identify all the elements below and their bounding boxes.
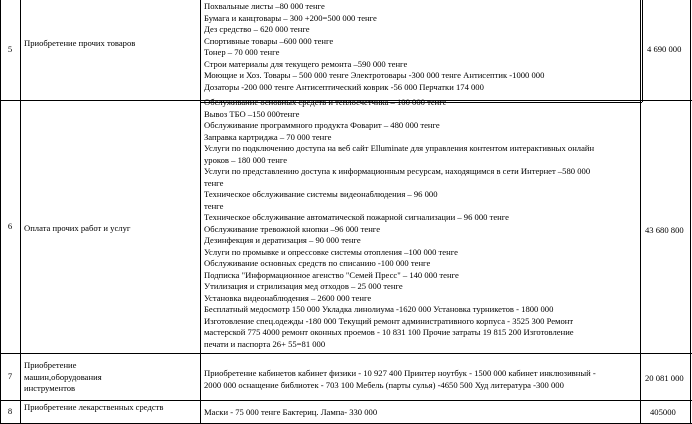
row-index: 8 (7, 405, 13, 416)
row-5-amount: 4 690 000 (647, 44, 682, 54)
detail-line: тенге (204, 200, 224, 211)
row-6-amount: 43 680 800 (645, 225, 684, 235)
detail-line: Заправка картриджа – 70 000 тенге (204, 131, 332, 142)
detail-line: Утилизация и стрилизация мед отходов – 25 000 тенге (204, 281, 403, 291)
row-7-index (0, 353, 20, 400)
detail-line: Обслуживание программного продукта Фоварит – 480 000 тенге (204, 120, 440, 130)
row-index: 5 (7, 44, 13, 55)
row-name: Оплата прочих работ и услуг (24, 223, 131, 233)
row-index: 7 (7, 370, 13, 381)
row-index: 6 (7, 220, 13, 231)
row-5-name (24, 38, 154, 50)
detail-line: уроков – 180 000 тенге (204, 154, 288, 165)
detail-line: Дез средство – 620 000 тенге (204, 24, 310, 34)
row-6-details (204, 97, 594, 350)
row-8-index (0, 400, 20, 423)
detail-line: Услуги по подключению доступа на веб сайт Elluminate для управления контентом интерактивных онлайн (204, 143, 595, 153)
row-name: Приобретение лекарственных средств (24, 402, 164, 412)
detail-line: Тонер – 70 000 тенге (204, 47, 280, 57)
detail-line: Бесплатный медосмотр 150 000 Укладка линолиума -1620 000 Установка турникетов - 1800 000 (204, 304, 554, 314)
col-border-4 (690, 0, 691, 424)
row-name: Приобретение машин,оборудования инструментов (24, 360, 102, 393)
col-border-3b (642, 0, 643, 102)
col-border-1 (20, 0, 21, 424)
row-border-b (0, 353, 692, 354)
col-border-3 (640, 0, 641, 424)
detail-line: Техническое обслуживание системы видеонаблюдения – 96 000 (204, 189, 438, 199)
row-5-details (204, 1, 544, 93)
detail-line: Изготовление спец.одежды -180 000 Текущий ремонт административного корпуса - 3525 300 Ремонт (204, 315, 574, 326)
detail-line: Дезинфекция и дератизация – 90 000 тенге (204, 235, 361, 245)
detail-line: Маски - 75 000 тенге Бактериц. Лампа- 330 000 (204, 407, 378, 417)
row-7-amount: 20 081 000 (645, 373, 684, 383)
detail-line: Спортивные товары –600 000 тенге (204, 35, 334, 46)
detail-line: Подписка "Информационное агенство "Семей Пресс" – 140 000 тенге (204, 269, 459, 280)
detail-line: Обслуживание тревожной кнопки –96 000 тенге (204, 223, 381, 234)
row-name: Приобретение прочих товаров (24, 38, 136, 48)
row-7-details (204, 368, 596, 391)
detail-line: Приобретение кабинетов кабинет физики - 10 927 400 Принтер ноутбук - 1500 000 кабинет инклюзивный - (204, 368, 596, 378)
detail-line: Строи материалы для текущего ремонта –590 000 тенге (204, 58, 408, 69)
detail-line: Бумага и канцтовары – 300 +200=500 000 тенге (204, 12, 377, 23)
detail-line: тенге (204, 177, 224, 188)
detail-line: печати и паспорта 26+ 55=81 000 (204, 338, 326, 349)
row-7-name (24, 360, 124, 395)
detail-line: Моющие и Хоз. Товары – 500 000 тенге Электротовары -300 000 тенге Антисептик -1000 000 (204, 70, 545, 80)
detail-line: Услуги по промывке и опрессовке системы отопления –100 000 тенге (204, 246, 458, 257)
detail-line: Дозаторы -200 000 тенге Антисептический коврик -56 000 Перчатки 174 000 (204, 81, 484, 92)
row-6-index (0, 100, 20, 353)
detail-line: Установка видеонаблюдения – 2600 000 тенге (204, 292, 372, 303)
detail-line: Техническое обслуживание автоматической пожарной сигнализации – 96 000 тенге (204, 212, 509, 222)
col-border-2 (200, 0, 201, 424)
detail-line: Похвальные листы –80 000 тенге (204, 1, 325, 11)
detail-line: 2000 000 оснащение библиотек - 703 100 Мебель (парты сулья) -4650 500 Худ литература -300 000 (204, 379, 564, 390)
row-6-name (24, 223, 130, 235)
row-8-details (204, 407, 377, 419)
row-8-name (24, 402, 164, 414)
row-8-amount: 405000 (650, 407, 676, 417)
detail-line: Услуги по представлению доступа к информационным ресурсам, находящимся в сети Интернет –580 000 (204, 166, 591, 176)
row-border-c (0, 400, 692, 401)
detail-line: Обслуживание основных средств по списанию -100 000 тенге (204, 258, 431, 268)
detail-line: Вывоз ТБО –150 000тенге (204, 108, 300, 119)
detail-line: мастерской 775 4000 ремонт оконных проемов - 10 831 100 Прочие затраты 19 815 200 Изготовление (204, 327, 574, 337)
detail-line: Обслуживание основных средств и теплосчетчика – 100 000 тенге (204, 97, 447, 107)
row-5-index (0, 0, 20, 100)
